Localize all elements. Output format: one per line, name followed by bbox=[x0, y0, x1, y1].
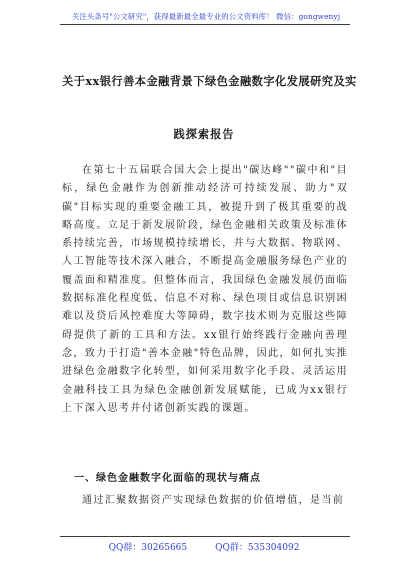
paragraph-1: 在第七十五届联合国大会上提出"碳达峰""碳中和"目标，绿色金融作为创新推动经济可持续发展、助力"双碳"目标实现的重要金融工具，被提升到了极其重要的战略高度。立足于新发展阶段，绿色金融相关政策及标准体系持续完善，市场规模持续增长，并与大数据、物联网、人工智能等技术深入融合，不断提高金融服务绿色产业的覆盖面和精准度。但整体而言，我国绿色金融发展仍面临数据标准化程度低、信息不对称、绿色项目或信息识别困难以及贷后风控难度大等障碍，数字技术则为克服这些障碍提供了新的工具和方法。xx银行始终践行金融向善理念，致力于打造"善本金融"特色品牌，因此，如何扎实推进绿色金融数字化转型，如何采用数字化手段、灵活运用金融科技工具为绿色金融创新发展赋能，已成为xx银行上下深入思考并付诸创新实践的课题。 bbox=[62, 165, 348, 414]
footer bbox=[0, 540, 408, 553]
document-title: 关于xx银行善本金融背景下绿色金融数字化发展研究及实 bbox=[62, 74, 357, 88]
section-heading: 一、绿色金融数字化面临的现状与痛点 bbox=[74, 473, 261, 484]
footer-divider bbox=[60, 536, 350, 537]
footer-qq-group-2: QQ群：535304092 bbox=[215, 543, 300, 553]
header-banner: 关注头条号"公文研究"，获得最新最全最专业的公文资料库！ 微信：gongwenyj bbox=[71, 12, 341, 21]
header-divider bbox=[60, 24, 350, 25]
document-title-continued: 践探索报告 bbox=[173, 127, 235, 141]
paragraph-2: 通过汇聚数据资产实现绿色数据的价值增值，是当前 bbox=[82, 495, 345, 506]
body-paragraph bbox=[62, 162, 348, 418]
footer-qq-group-1: QQ群：30265665 bbox=[108, 543, 188, 553]
